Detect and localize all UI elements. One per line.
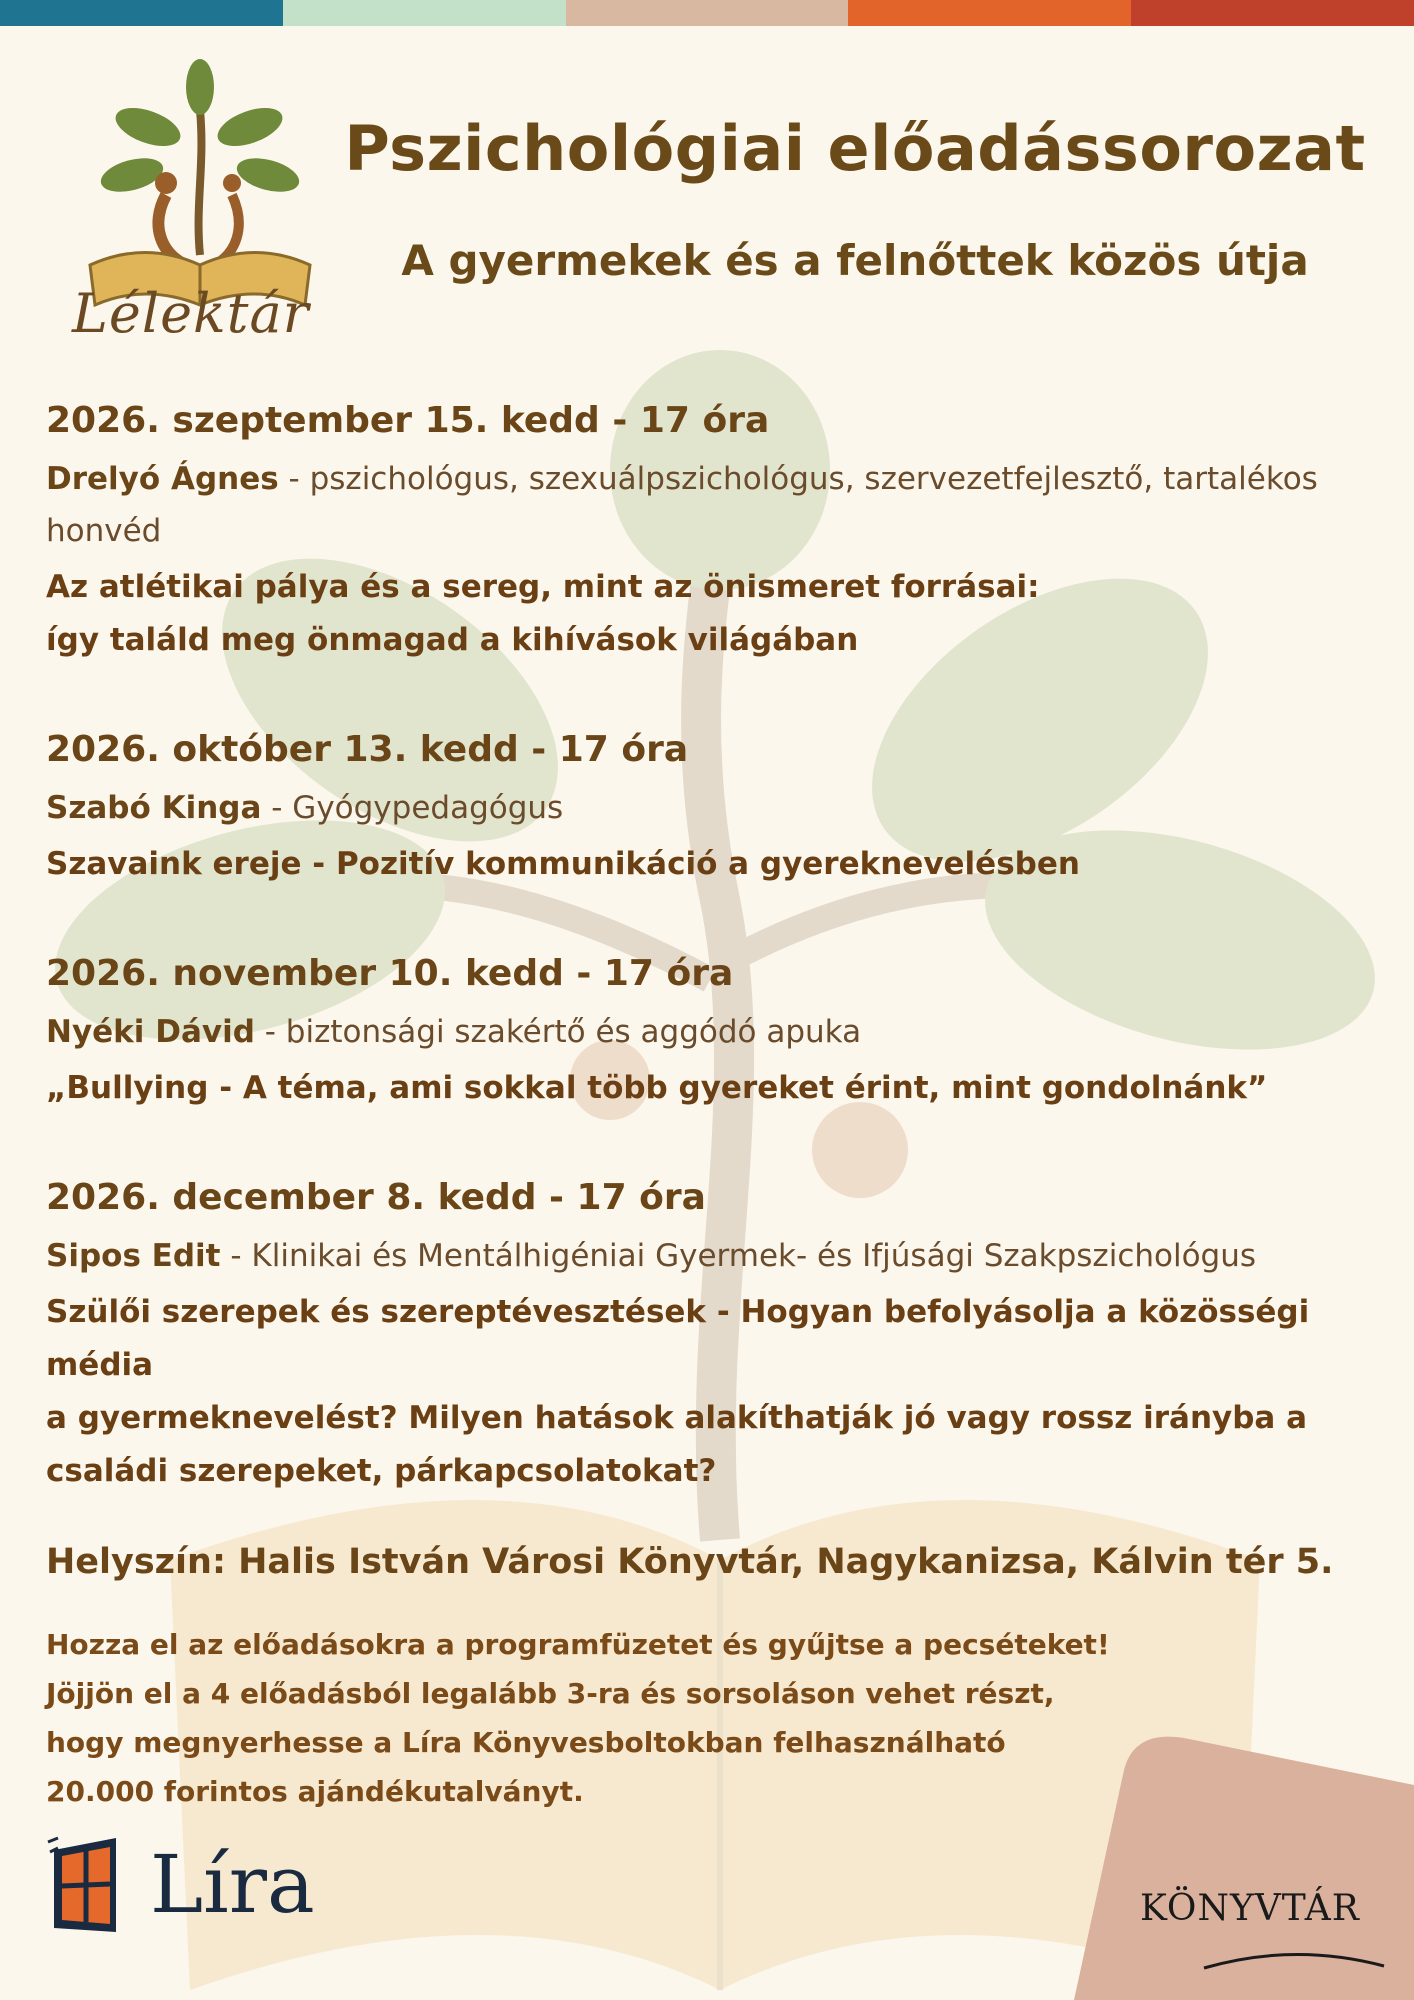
speaker-name: Nyéki Dávid [46, 1014, 255, 1050]
topic-line: Szülői szerepek és szereptévesztések - Hogyan befolyásolja a közösségi média [46, 1294, 1310, 1383]
event-list [46, 400, 1386, 1560]
event-location: Helyszín: Halis István Városi Könyvtár, Nagykanizsa, Kálvin tér 5. [46, 1542, 1334, 1582]
konyvtar-logo-text: KÖNYVTÁR [1140, 1888, 1360, 1929]
event-date: 2026. október 13. kedd - 17 óra [46, 729, 689, 770]
page-subtitle: A gyermekek és a felnőttek közös útja [401, 236, 1309, 285]
note-line: Jöjjön el a 4 előadásból legalább 3-ra és sorsoláson vehet részt, [46, 1677, 1055, 1710]
event-date: 2026. december 8. kedd - 17 óra [46, 1177, 706, 1218]
speaker-name: Sipos Edit [46, 1238, 221, 1274]
topic-line: „Bullying - A téma, ami sokkal több gyereket érint, mint gondolnánk” [46, 1070, 1268, 1106]
page-title: Pszichológiai előadássorozat [344, 112, 1366, 185]
top-color-bar [0, 0, 1414, 26]
event-item [46, 400, 1386, 667]
event-speaker-line [46, 782, 1386, 834]
note-line: hogy megnyerhesse a Líra Könyvesboltokban felhasználható [46, 1726, 1006, 1759]
note-line: Hozza el az előadásokra a programfüzetet és gyűjtse a pecséteket! [46, 1628, 1110, 1661]
event-date: 2026. november 10. kedd - 17 óra [46, 953, 734, 994]
speaker-name: Szabó Kinga [46, 790, 262, 826]
speaker-role: - pszichológus, szexuálpszichológus, szervezetfejlesztő, tartalékos honvéd [46, 461, 1318, 549]
event-speaker-line [46, 1006, 1386, 1058]
raffle-note [46, 1620, 1146, 1816]
topic-line: Az atlétikai pálya és a sereg, mint az önismeret forrásai: [46, 569, 1040, 605]
event-speaker-line [46, 453, 1386, 557]
event-item [46, 729, 1386, 891]
top-bar-segment [0, 0, 283, 26]
top-bar-segment [1131, 0, 1414, 26]
topic-line: így találd meg önmagad a kihívások világában [46, 622, 859, 658]
topic-line: Szavaink ereje - Pozitív kommunikáció a gyereknevelésben [46, 846, 1080, 882]
event-topic [46, 838, 1386, 891]
speaker-role: - Klinikai és Mentálhigéniai Gyermek- és Ifjúsági Szakpszichológus [220, 1238, 1257, 1274]
speaker-role: - Gyógypedagógus [261, 790, 564, 826]
lira-logo-text: Líra [150, 1838, 315, 1931]
topic-line: a gyermeknevelést? Milyen hatások alakíthatják jó vagy rossz irányba a [46, 1400, 1308, 1436]
event-item [46, 953, 1386, 1115]
event-topic [46, 561, 1386, 667]
lelektar-logo-text: Lélektár [72, 282, 310, 345]
event-date: 2026. szeptember 15. kedd - 17 óra [46, 400, 770, 441]
speaker-name: Drelyó Ágnes [46, 461, 279, 497]
top-bar-segment [283, 0, 566, 26]
speaker-role: - biztonsági szakértő és aggódó apuka [254, 1014, 862, 1050]
top-bar-segment [566, 0, 849, 26]
event-item [46, 1177, 1386, 1498]
top-bar-segment [848, 0, 1131, 26]
event-speaker-line [46, 1230, 1386, 1282]
event-topic [46, 1062, 1386, 1115]
topic-line: családi szerepeket, párkapcsolatokat? [46, 1453, 717, 1489]
corner-decoration [1074, 1730, 1414, 2000]
note-line: 20.000 forintos ajándékutalványt. [46, 1775, 584, 1808]
event-topic [46, 1286, 1386, 1498]
